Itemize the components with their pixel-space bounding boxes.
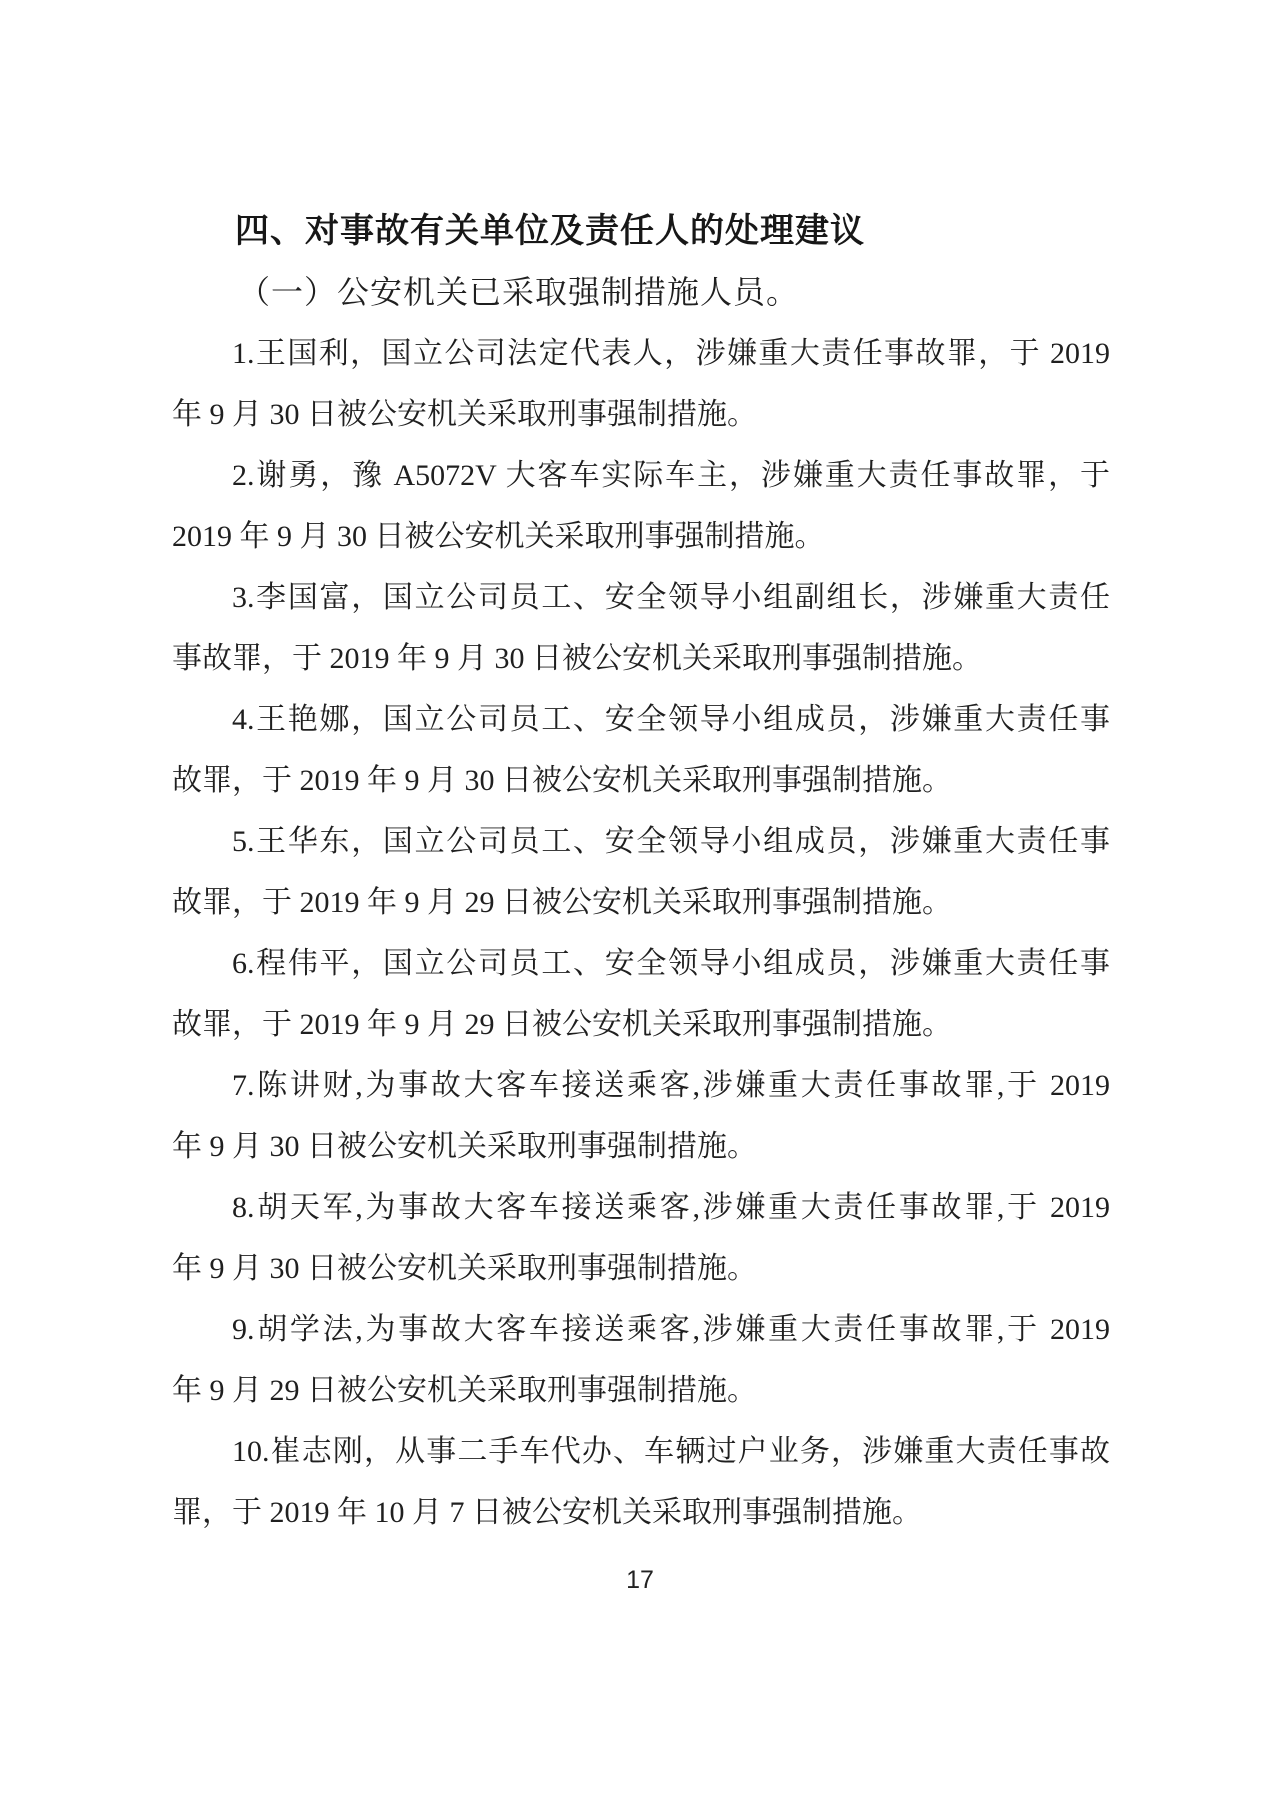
section-heading: 四、对事故有关单位及责任人的处理建议 <box>235 211 865 251</box>
body-line: 5.王华东，国立公司员工、安全领导小组成员，涉嫌重大责任事 <box>232 825 1110 858</box>
body-line: 罪，于 2019 年 10 月 7 日被公安机关采取刑事强制措施。 <box>172 1496 922 1529</box>
body-line: 4.王艳娜，国立公司员工、安全领导小组成员，涉嫌重大责任事 <box>232 703 1110 736</box>
body-line: 年 9 月 30 日被公安机关采取刑事强制措施。 <box>172 1130 757 1163</box>
body-line: 2.谢勇，豫 A5072V 大客车实际车主，涉嫌重大责任事故罪，于 <box>232 459 1110 492</box>
subsection-heading: （一）公安机关已采取强制措施人员。 <box>238 274 800 310</box>
body-line: 6.程伟平，国立公司员工、安全领导小组成员，涉嫌重大责任事 <box>232 947 1110 980</box>
page-number: 17 <box>626 1566 654 1594</box>
body-line: 故罪，于 2019 年 9 月 30 日被公安机关采取刑事强制措施。 <box>172 764 952 797</box>
body-line: 事故罪，于 2019 年 9 月 30 日被公安机关采取刑事强制措施。 <box>172 642 982 675</box>
body-line: 年 9 月 30 日被公安机关采取刑事强制措施。 <box>172 1252 757 1285</box>
body-line: 10.崔志刚，从事二手车代办、车辆过户业务，涉嫌重大责任事故 <box>232 1435 1110 1468</box>
body-line: 8.胡天军,为事故大客车接送乘客,涉嫌重大责任事故罪,于 2019 <box>232 1191 1110 1224</box>
paragraph-lines <box>172 323 1110 1543</box>
body-line: 故罪，于 2019 年 9 月 29 日被公安机关采取刑事强制措施。 <box>172 886 952 919</box>
body-line: 年 9 月 29 日被公安机关采取刑事强制措施。 <box>172 1374 757 1407</box>
body-line: 故罪，于 2019 年 9 月 29 日被公安机关采取刑事强制措施。 <box>172 1008 952 1041</box>
body-line: 1.王国利，国立公司法定代表人，涉嫌重大责任事故罪，于 2019 <box>232 337 1110 370</box>
body-line: 3.李国富，国立公司员工、安全领导小组副组长，涉嫌重大责任 <box>232 581 1110 614</box>
document-body <box>172 201 1110 1543</box>
body-line: 2019 年 9 月 30 日被公安机关采取刑事强制措施。 <box>172 520 825 553</box>
body-line: 7.陈讲财,为事故大客车接送乘客,涉嫌重大责任事故罪,于 2019 <box>232 1069 1110 1102</box>
body-line: 9.胡学法,为事故大客车接送乘客,涉嫌重大责任事故罪,于 2019 <box>232 1313 1110 1346</box>
body-line: 年 9 月 30 日被公安机关采取刑事强制措施。 <box>172 398 757 431</box>
